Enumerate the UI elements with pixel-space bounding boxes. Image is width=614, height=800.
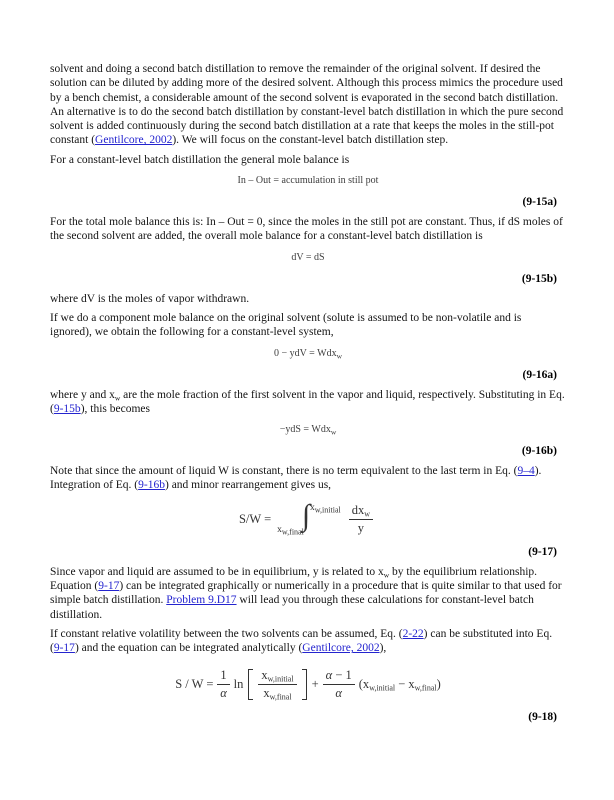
equation-label-9-17: (9-17) xyxy=(528,545,557,558)
paragraph-total-mole-balance: For the total mole balance this is: In – Out = 0, since the moles in the still pot are constant. Thus, if dS moles of the second solvent are added, the overall mole balance for a constant-level batch distillation is xyxy=(50,216,563,243)
left-bracket-icon xyxy=(248,669,253,700)
inline-link[interactable]: 9-16b xyxy=(138,479,165,492)
eq917-upper-limit: $x_{w,initial}$ xyxy=(310,503,341,515)
subscript: w xyxy=(336,351,342,361)
integral-icon: ∫ xyxy=(301,499,311,533)
subscript: w,final xyxy=(414,683,437,693)
equation-9-16a: 0 − ydV = Wdx$_w$ xyxy=(274,347,342,361)
subscript: w xyxy=(383,570,390,580)
eq918-frac1-numerator: 1 xyxy=(217,668,229,685)
paragraph-relative-volatility: If constant relative volatility between the two solvents can be assumed, Eq. (2-22) can be substituted into Eq. (9-17) and the equation can be integrated analytically (Gentilcore, 2002), xyxy=(50,627,553,655)
eq918-bracket-numerator: $x_{w,initial}$ xyxy=(258,668,296,685)
subscript: w xyxy=(114,393,121,403)
subscript: w,initial xyxy=(314,505,341,515)
paragraph-dv-definition: where dV is the moles of vapor withdrawn. xyxy=(50,292,250,305)
eq917-denominator: y xyxy=(357,520,364,535)
inline-link[interactable]: 9–4 xyxy=(517,465,535,478)
equation-9-15a: In – Out = accumulation in still pot xyxy=(237,175,379,187)
italic-var: α xyxy=(220,685,227,700)
eq918-lhs: S / W = xyxy=(175,676,214,691)
equation-9-17 xyxy=(50,499,566,537)
eq918-fraction-2 xyxy=(323,668,355,701)
subscript: w xyxy=(330,427,337,437)
inline-link[interactable]: 9-17 xyxy=(53,642,75,655)
page-content xyxy=(50,62,566,730)
equation-label-9-15a: (9-15a) xyxy=(522,196,557,209)
eq918-fraction-1 xyxy=(217,668,229,701)
paragraph-equilibrium: Since vapor and liquid are assumed to be in equilibrium, y is related to $x_w$ by the equilibrium relationship. Equation (9-17) can be integrated graphically or numerically in a procedure that is quite similar to that used for simple batch distillation. Problem 9.D17 will lead you through these calculations for constant-level batch distillation. xyxy=(50,565,562,621)
inline-link[interactable]: Gentilcore, 2002 xyxy=(95,134,173,147)
inline-link[interactable]: 9-15b xyxy=(53,402,81,415)
eq918-plus: + xyxy=(311,676,319,691)
eq917-fraction xyxy=(349,503,373,536)
eq918-ln: ln xyxy=(233,676,244,691)
equation-label-9-16a: (9-16a) xyxy=(522,368,557,381)
paragraph-integration-note: Note that since the amount of liquid W is constant, there is no term equivalent to the last term in Eq. (9–4). Integration of Eq. (9-16b) and minor rearrangement gives us, xyxy=(50,465,542,492)
subscript: w,initial xyxy=(267,674,294,684)
inline-link[interactable]: 2-22 xyxy=(402,627,424,640)
equation-label-9-16b: (9-16b) xyxy=(521,445,557,458)
eq918-bracket-denominator: $x_{w,final}$ xyxy=(263,685,292,702)
eq917-lhs: S/W = xyxy=(238,511,272,526)
italic-var: α xyxy=(325,667,333,682)
subscript: w,initial xyxy=(369,683,396,693)
right-bracket-icon xyxy=(302,669,307,700)
equation-9-18 xyxy=(50,668,566,701)
eq918-tail: $(x_{w,initial} - x_{w,final})$ xyxy=(358,676,441,693)
inline-link[interactable]: 9-17 xyxy=(98,580,120,593)
paragraph-mole-fraction: where y and $x_w$ are the mole fraction of the first solvent in the vapor and liquid, respectively. Substituting in Eq. (9-15b), this becomes xyxy=(50,388,565,415)
paragraph-intro: solvent and doing a second batch distillation to remove the remainder of the original solvent. If desired the solution can be diluted by adding more of the desired solvent. Although this process mimics the procedure used by a bench chemist, a considerable amount of the second solvent is evaporated in the second batch distillation. An alternative is to do the second batch distillation by constant-level batch distillation in which the pure second solvent is added continuously during the second batch distillation at a rate that keeps the moles in the still-pot constant (Gentilcore, 2002). We will focus on the constant-level batch distillation step. xyxy=(50,63,564,147)
inline-link[interactable]: Problem 9.D17 xyxy=(166,594,237,607)
subscript: w,final xyxy=(281,527,304,537)
inline-link[interactable]: Gentilcore, 2002 xyxy=(302,642,380,655)
paragraph-component-balance: If we do a component mole balance on the original solvent (solute is assumed to be non-volatile and is ignored), we obtain the following for a constant-level system, xyxy=(50,311,522,339)
equation-label-9-15b: (9-15b) xyxy=(521,272,557,285)
eq918-frac1-denominator xyxy=(220,685,227,701)
eq917-numerator: $dx_w$ xyxy=(349,503,373,520)
eq917-lower-limit: $x_{w,final}$ xyxy=(277,525,304,537)
italic-var: α xyxy=(335,685,342,700)
eq918-frac2-denominator xyxy=(335,685,342,701)
subscript: w xyxy=(364,509,370,519)
paragraph-mole-balance-lead: For a constant-level batch distillation the general mole balance is xyxy=(50,153,350,166)
equation-label-9-18: (9-18) xyxy=(528,710,557,723)
subscript: w,final xyxy=(269,692,292,702)
eq918-bracket-fraction xyxy=(258,668,296,701)
equation-9-15b: dV = dS xyxy=(291,251,325,263)
eq918-frac2-numerator: α − 1 xyxy=(323,668,355,685)
equation-9-16b: −ydS = Wdx$_w$ xyxy=(279,424,337,437)
